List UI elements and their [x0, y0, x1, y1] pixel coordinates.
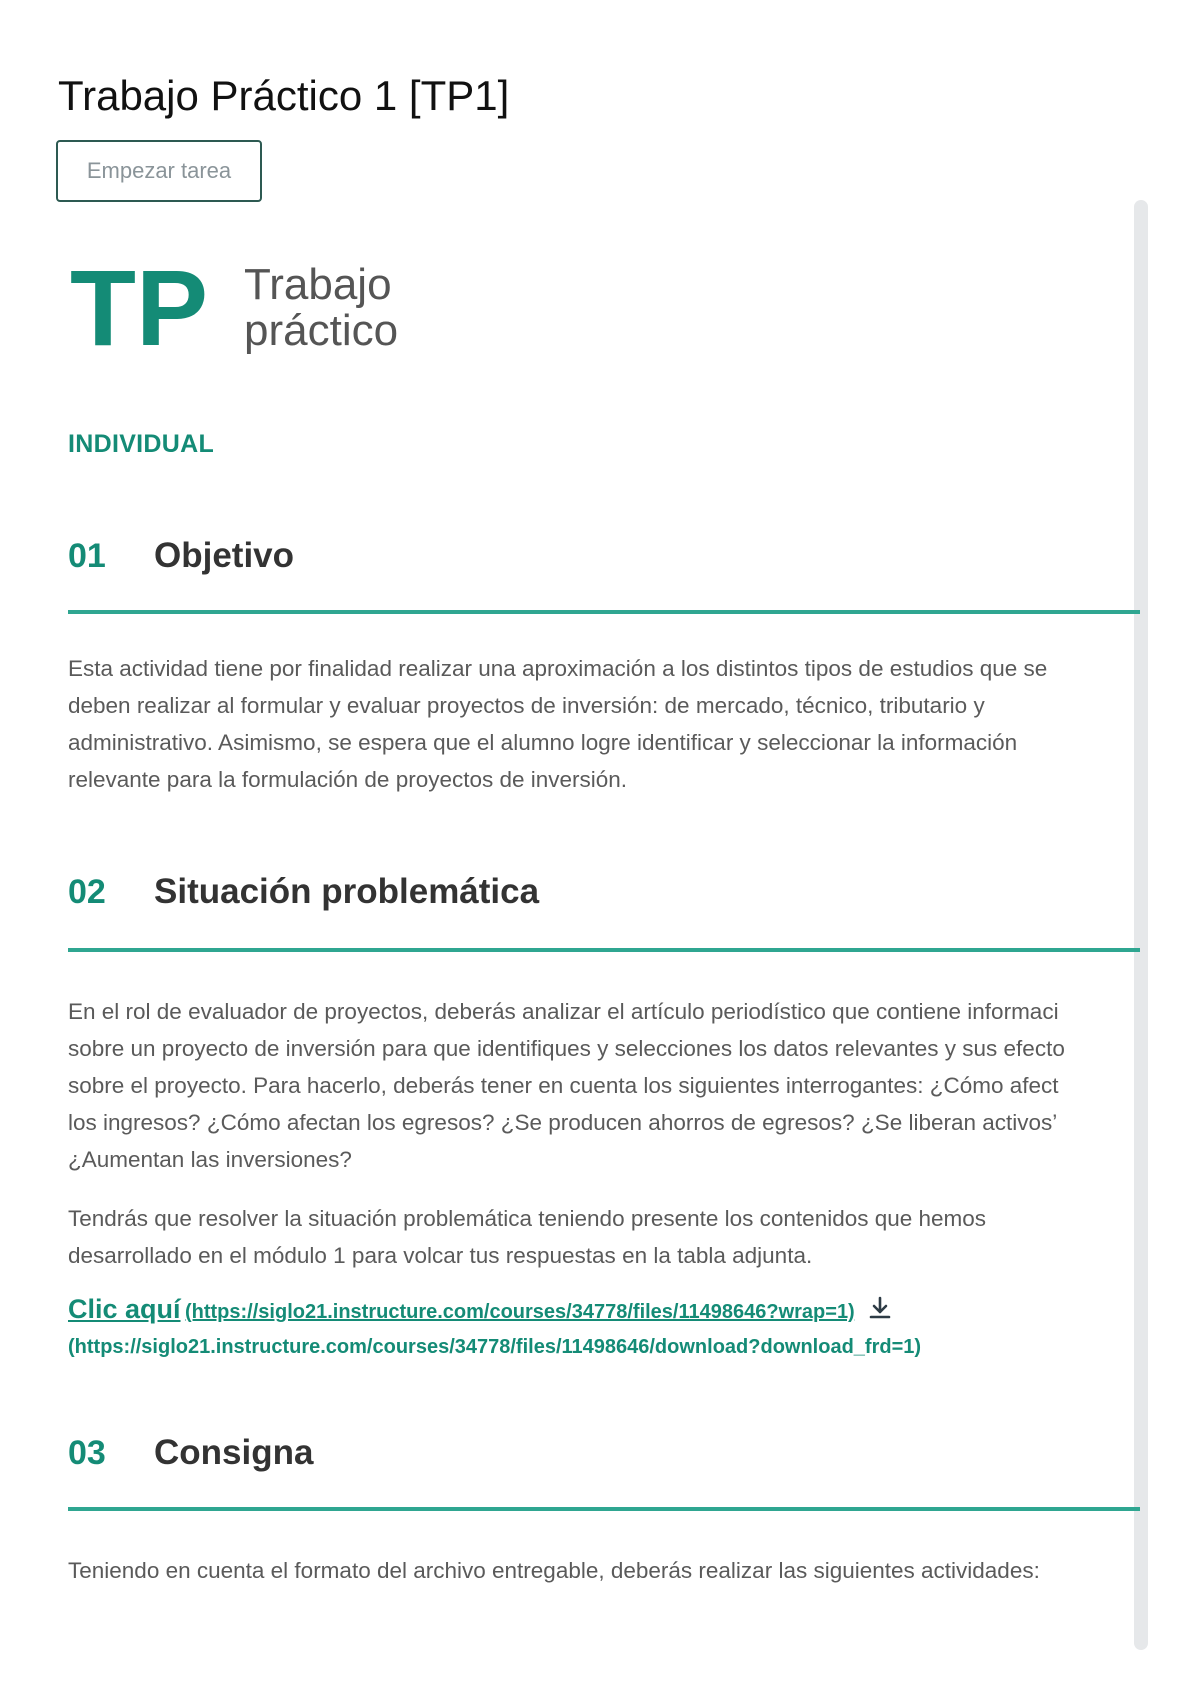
- tp-logo: [70, 247, 430, 368]
- section-title: Situación problemática: [154, 872, 540, 911]
- page-title: Trabajo Práctico 1 [TP1]: [58, 72, 510, 119]
- section-number: 03: [68, 1434, 106, 1472]
- start-assignment-button[interactable]: Empezar tarea: [56, 140, 262, 202]
- paragraph-line: los ingresos? ¿Cómo afectan los egresos? ¿Se producen ahorros de egresos? ¿Se liberan activos’: [68, 1110, 1058, 1135]
- file-view-link[interactable]: (https://siglo21.instructure.com/courses/34778/files/11498646?wrap=1): [184, 1301, 855, 1323]
- individual-badge: INDIVIDUAL: [68, 430, 215, 458]
- paragraph-line: Tendrás que resolver la situación problemática teniendo presente los contenidos que hemos: [68, 1206, 987, 1231]
- paragraph-line: Esta actividad tiene por finalidad realizar una aproximación a los distintos tipos de estudios que se: [68, 656, 1048, 681]
- paragraph-line: administrativo. Asimismo, se espera que el alumno logre identificar y seleccionar la información: [68, 730, 1018, 755]
- situacion-paragraph: [68, 993, 1140, 1178]
- section-heading-objetivo: [68, 536, 294, 576]
- section-number: 02: [68, 873, 106, 911]
- download-icon[interactable]: [867, 1295, 893, 1326]
- paragraph-line: sobre un proyecto de inversión para que identifiques y selecciones los datos relevantes y sus efecto: [68, 1036, 1065, 1061]
- paragraph-line: desarrollado en el módulo 1 para volcar tus respuestas en la tabla adjunta.: [68, 1243, 813, 1268]
- paragraph-line: Teniendo en cuenta el formato del archivo entregable, deberás realizar las siguientes actividades:: [68, 1558, 1040, 1583]
- objetivo-paragraph: [68, 650, 1140, 798]
- section-title: Consigna: [154, 1433, 314, 1472]
- tp-logo-wordmark: [244, 262, 398, 354]
- section-number: 01: [68, 537, 106, 575]
- paragraph-line: deben realizar al formular y evaluar proyectos de inversión: de mercado, técnico, tributario y: [68, 693, 985, 718]
- section-heading-situacion: [68, 872, 539, 912]
- clic-aqui-link[interactable]: Clic aquí: [68, 1294, 181, 1324]
- section-title: Objetivo: [154, 536, 295, 575]
- section-divider: [68, 1507, 1140, 1511]
- section-divider: [68, 948, 1140, 952]
- paragraph-line: relevante para la formulación de proyectos de inversión.: [68, 767, 628, 792]
- file-link-row: [68, 1294, 893, 1326]
- paragraph-line: ¿Aumentan las inversiones?: [68, 1147, 352, 1172]
- file-download-link[interactable]: (https://siglo21.instructure.com/courses/34778/files/11498646/download?download_frd=1): [68, 1336, 922, 1358]
- section-divider: [68, 610, 1140, 614]
- consigna-paragraph: [68, 1552, 1140, 1589]
- paragraph-line: sobre el proyecto. Para hacerlo, deberás tener en cuenta los siguientes interrogantes: ¿Cómo afect: [68, 1073, 1059, 1098]
- logo-word-line2: práctico: [244, 306, 399, 355]
- tp-logo-mark: TP: [70, 247, 209, 368]
- situacion-paragraph-2: [68, 1200, 1140, 1274]
- logo-word-line1: Trabajo: [244, 260, 392, 309]
- assignment-content: [0, 200, 1140, 1650]
- paragraph-line: En el rol de evaluador de proyectos, deberás analizar el artículo periodístico que contiene informaci: [68, 999, 1059, 1024]
- section-heading-consigna: [68, 1433, 313, 1473]
